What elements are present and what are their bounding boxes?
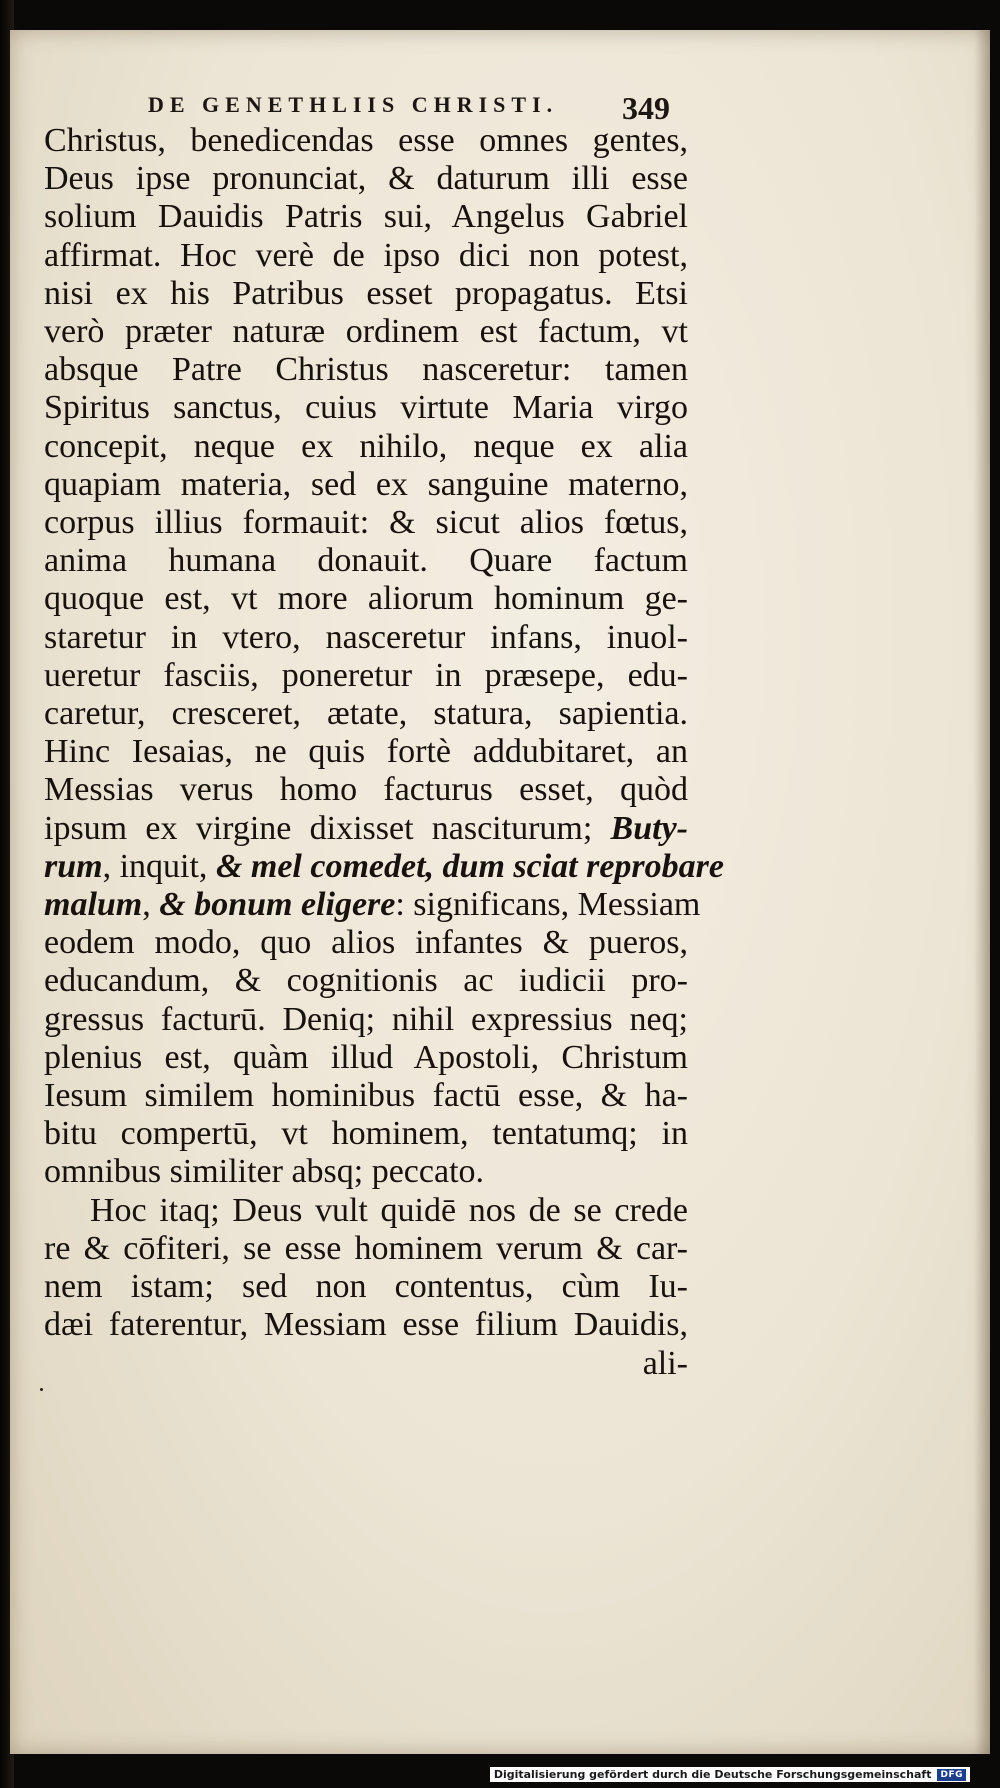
text-line: quoque est, vt more aliorum hominum ge- — [44, 580, 688, 618]
text-line: absque Patre Christus nasceretur: tamen — [44, 351, 688, 389]
italic-quote: malum — [44, 886, 143, 924]
italic-quote: rum — [44, 847, 103, 885]
text-line: Christus, benedicendas esse omnes gentes, — [44, 122, 688, 159]
text-line: bitu compertū, vt hominem, tentatumq; in — [44, 1115, 688, 1153]
text-line: anima humana donauit. Quare factum — [44, 542, 688, 580]
italic-quote: & mel comedet, dum sciat reprobare — [215, 847, 724, 885]
text-line: Iesum similem hominibus factū esse, & ha- — [44, 1077, 688, 1115]
catchword: ali- — [642, 1344, 688, 1382]
text-line: malum, & bonum eligere: significans, Messiam — [44, 886, 701, 924]
text-line: nem istam; sed non contentus, cùm Iu- — [44, 1268, 688, 1306]
digitization-credit — [490, 1767, 970, 1782]
book-page — [10, 30, 990, 1754]
text-line: re & cōfiteri, se esse hominem verum & car- — [44, 1229, 688, 1267]
text-line: corpus illius formauit: & sicut alios fœtus, — [44, 504, 688, 542]
page-number: 349 — [622, 90, 670, 126]
running-head: DE GENETHLIIS CHRISTI. — [148, 92, 559, 117]
text-line: Hinc Iesaias, ne quis fortè addubitaret, an — [44, 733, 688, 771]
text-line: educandum, & cognitionis ac iudicii pro- — [44, 962, 688, 1000]
text-line: Messias verus homo facturus esset, quòd — [44, 771, 688, 809]
text-line: eodem modo, quo alios infantes & pueros, — [44, 924, 688, 962]
text-line: concepit, neque ex nihilo, neque ex alia — [44, 427, 688, 465]
text-line: Hoc itaq; Deus vult quidē nos de se crede — [90, 1191, 688, 1229]
ink-speck — [40, 1388, 43, 1391]
text-line: gressus facturū. Deniq; nihil expressius neq; — [44, 1000, 688, 1038]
page-edge-shading — [974, 30, 990, 1754]
italic-quote: & bonum eligere — [159, 886, 396, 924]
text-line: ipsum ex virgine dixisset nasciturum; Buty- — [44, 809, 688, 847]
text-line: solium Dauidis Patris sui, Angelus Gabriel — [44, 198, 688, 236]
text-line: quapiam materia, sed ex sanguine materno, — [44, 465, 688, 503]
text-line: Spiritus sanctus, cuius virtute Maria virgo — [44, 389, 688, 427]
text-line: dæi faterentur, Messiam esse filium Dauidis, — [44, 1306, 688, 1344]
text-line: Deus ipse pronunciat, & daturum illi esse — [44, 160, 688, 198]
dfg-logo: DFG — [937, 1769, 966, 1781]
text-line: staretur in vtero, nasceretur infans, inuol- — [44, 618, 688, 656]
text-line: ueretur fasciis, poneretur in præsepe, edu- — [44, 656, 688, 694]
text-line: rum, inquit, & mel comedet, dum sciat reprobare — [44, 847, 724, 885]
credit-text: Digitalisierung gefördert durch die Deutsche Forschungsgemeinschaft — [493, 1768, 932, 1781]
italic-quote: Buty- — [610, 809, 688, 847]
text-line: affirmat. Hoc verè de ipso dici non potest, — [44, 236, 688, 274]
text-line: omnibus similiter absq; peccato. — [44, 1153, 485, 1191]
text-line: nisi ex his Patribus esset propagatus. Etsi — [44, 274, 688, 312]
text-line: verò præter naturæ ordinem est factum, vt — [44, 313, 688, 351]
text-line: plenius est, quàm illud Apostoli, Christum — [44, 1038, 688, 1076]
text-line: caretur, cresceret, ætate, statura, sapientia. — [44, 695, 688, 733]
body-text — [44, 122, 724, 1383]
